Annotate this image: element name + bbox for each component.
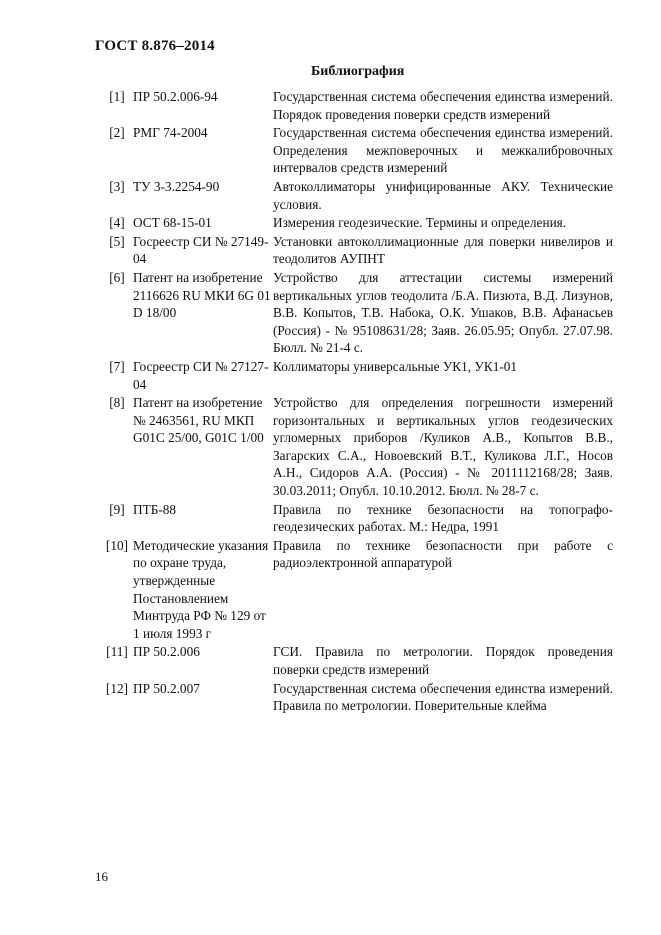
entry-description: Установки автоколлимационные для поверки нивелиров и теодолитов АУПНТ (273, 233, 613, 267)
section-title: Библиография (311, 64, 405, 79)
bibliography-entry (93, 643, 613, 679)
bibliography-entry (93, 178, 613, 214)
entry-description: Правила по технике безопасности при работе с радиоэлектронной аппаратурой (273, 537, 613, 571)
entry-number: [11] (106, 644, 128, 660)
bibliography-entry (93, 680, 613, 716)
bibliography-entry (93, 88, 613, 124)
entry-number: [3] (109, 178, 125, 194)
entry-reference: ПР 50.2.006-94 (133, 89, 218, 104)
entry-description: Государственная система обеспечения единства измерений. Порядок проведения поверки средств измерений (273, 89, 613, 122)
entry-reference: ПТБ-88 (133, 501, 177, 517)
entry-number: [2] (109, 125, 125, 141)
entry-number: [4] (109, 215, 125, 231)
entry-reference: ТУ 3-3.2254-90 (133, 178, 220, 194)
entry-reference: Госреестр СИ № 27149-04 (133, 233, 269, 267)
entry-reference: РМГ 74-2004 (133, 125, 208, 141)
entry-reference: ОСТ 68-15-01 (133, 215, 212, 231)
entry-reference: Патент на изобретение № 2463561, RU МКП G01C 25/00, G01C 1/00 (133, 395, 264, 446)
bibliography-entry (93, 269, 613, 358)
entry-description: Автоколлиматоры унифицированные АКУ. Технические условия. (273, 178, 613, 212)
bibliography-entry (93, 394, 613, 501)
entry-number: [5] (109, 233, 125, 249)
entry-number: [8] (109, 395, 125, 411)
page-number: 16 (95, 869, 108, 884)
entry-description: Измерения геодезические. Термины и определения. (273, 215, 567, 231)
entry-reference: ПР 50.2.007 (133, 680, 200, 696)
entry-description: Государственная система обеспечения единства измерений. Правила по метрологии. Поверительные клейма (273, 680, 613, 714)
entry-number: [6] (109, 269, 125, 285)
bibliography-entry (93, 124, 613, 178)
entry-description: Устройство для определения погрешности измерений горизонтальных и вертикальных углов геодезических угломерных приборов /Куликов А.В., Копытов В.В., Загарских С.А., Новоевский В.Т., Куликова Л.Г., Носов А.Н., Сидоров А.А. (Россия) - № 2011112168/28; Заяв. 30.03.2011; Опубл. 10.10.2012. Бюлл. № 28-7 с. (273, 395, 613, 499)
entry-reference: ПР 50.2.006 (133, 644, 200, 660)
entry-number: [10] (105, 537, 129, 553)
bibliography-entry (93, 358, 613, 394)
entry-number: [9] (109, 501, 125, 517)
bibliography-entry (93, 501, 613, 537)
entry-number: [7] (109, 358, 125, 374)
entry-description: Коллиматоры универсальные УК1, УК1-01 (273, 358, 518, 374)
entry-description: Правила по технике безопасности на топографо-геодезических работах. М.: Недра, 1991 (273, 501, 613, 535)
entry-number: [1] (109, 89, 125, 104)
entry-description: ГСИ. Правила по метрологии. Порядок проведения поверки средств измерений (273, 644, 613, 677)
bibliography-entry (93, 233, 613, 269)
document-code-header: ГОСТ 8.876–2014 (95, 38, 215, 54)
entry-reference: Госреестр СИ № 27127-04 (133, 358, 269, 392)
bibliography-entry (93, 214, 613, 233)
entry-number: [12] (105, 680, 129, 696)
entry-description: Устройство для аттестации системы измерений вертикальных углов теодолита /Б.А. Пизюта, В.Д. Лизунов, В.В. Копытов, Т.В. Набока, О.К. Ушаков, В.В. Афанасьев (Россия) - № 95108631/28; Заяв. 26.05.95; Опубл. 27.07.98. Бюлл. № 21-4 с. (273, 269, 613, 356)
entry-reference: Патент на изобретение 2116626 RU МКИ 6G 01 D 18/00 (133, 269, 271, 321)
bibliography-entry (93, 537, 613, 644)
bibliography-table (93, 88, 613, 716)
entry-reference: Методические указания по охране труда, утвержденные Постановлением Минтруда РФ № 129 от 1 июля 1993 г (133, 537, 269, 641)
entry-description: Государственная система обеспечения единства измерений. Определения межповерочных и межкалибровочных интервалов средств измерений (273, 125, 613, 176)
